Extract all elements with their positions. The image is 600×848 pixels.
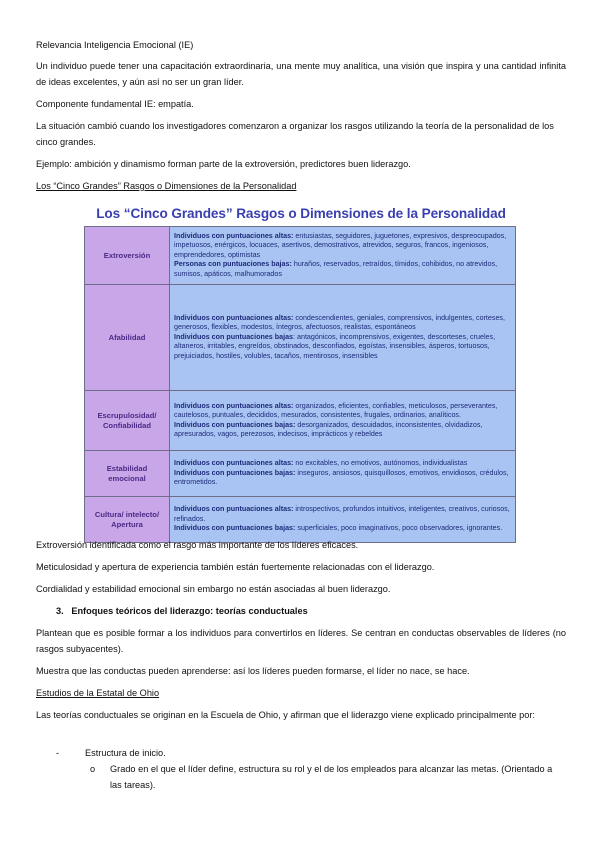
high-label: Individuos con puntuaciones altas: — [174, 231, 294, 240]
figure-title: Los “Cinco Grandes” Rasgos o Dimensiones de la Personalidad — [96, 206, 506, 221]
table-row — [85, 227, 516, 285]
paragraph-empatia: Componente fundamental IE: empatía. — [36, 99, 194, 109]
low-label: Individuos con puntuaciones bajas: — [174, 420, 296, 429]
low-label: Individuos con puntuaciones bajas: — [174, 468, 296, 477]
paragraph-ejemplo: Ejemplo: ambición y dinamismo forman parte de la extroversión, predictores buen liderazgo. — [36, 159, 411, 169]
high-label: Individuos con puntuaciones altas: — [174, 505, 294, 514]
paragraph-cordialidad: Cordialidad y estabilidad emocional sin embargo no están asociadas al buen liderazgo. — [36, 584, 391, 594]
low-text: : antagónicos, incomprensivos, exigentes, descorteses, crueles, altaneros, irritables, engreídos, obstinados, desconfiados, egoístas, insensibles, ásperos, tortuosos, prejuiciados, hostiles, volubles, tacaños, mentirosos, insensibles — [174, 332, 496, 360]
trait-cell: Extroversión — [85, 227, 170, 285]
paragraph-extroversion: Extroversión identificada como el rasgo más importante de los líderes eficaces. — [36, 540, 359, 550]
description-cell — [170, 227, 516, 285]
table-row — [85, 285, 516, 391]
section-heading-3: 3. Enfoques teóricos del liderazgo: teorías conductuales — [56, 606, 308, 616]
low-text: desorganizados, descuidados, inconsistentes, olvidadizos, apresurados, vagos, perezosos, indecisos, imprácticos y rebeldes — [174, 420, 483, 438]
high-label: Individuos con puntuaciones altas: — [174, 313, 294, 322]
paragraph-capacitacion: Un individuo puede tener una capacitación extraordinaria, una mente muy analítica, una visión que inspira y una cantidad infinita de ideas excelentes, y aún así no ser un gran líder. — [36, 61, 566, 87]
heading-ie: Relevancia Inteligencia Emocional (IE) — [36, 40, 194, 50]
paragraph-cinco-grandes: La situación cambió cuando los investigadores comenzaron a organizar los rasgos utilizando la teoría de la personalidad de los cinco grandes. — [36, 121, 554, 147]
high-text: no excitables, no emotivos, autónomos, individualistas — [293, 459, 468, 468]
trait-cell: Cultura/ intelecto/ Apertura — [85, 497, 170, 543]
high-label: Individuos con puntuaciones altas: — [174, 401, 294, 410]
table-row — [85, 391, 516, 451]
high-text: entusiastas, seguidores, juguetones, expresivos, despreocupados, impetuosos, enérgicos, locuaces, asertivos, demostrativos, atrevidos, seguros, francos, ingeniosos, emprendedores, optimistas — [174, 231, 507, 259]
big-five-table — [84, 226, 516, 543]
link-big-five[interactable]: Los “Cinco Grandes” Rasgos o Dimensiones de la Personalidad — [36, 181, 297, 191]
circle-bullet: o — [90, 764, 96, 774]
low-label: Individuos con puntuaciones bajas — [174, 332, 294, 341]
paragraph-teorias: Las teorías conductuales se originan en la Escuela de Ohio, y afirman que el liderazgo viene explicado principalmente por: — [36, 710, 535, 720]
link-ohio-studies[interactable]: Estudios de la Estatal de Ohio — [36, 688, 160, 698]
low-text: huraños, reservados, retraídos, tímidos, cohibidos, no atrevidos, sumisos, apáticos, malhumorados — [174, 260, 498, 278]
trait-cell: Escrupulosidad/ Confiabilidad — [85, 391, 170, 451]
sub-list-item: Grado en el que el líder define, estructura su rol y el de los empleados para alcanzar las metas. (Orientado a las tareas). — [110, 764, 553, 790]
paragraph-plantean: Plantean que es posible formar a los individuos para convertirlos en líderes. Se centran en conductas observables de líderes (no rasgos subyacentes). — [36, 628, 566, 654]
paragraph-meticulosidad: Meticulosidad y apertura de experiencia también están fuertemente relacionadas con el liderazgo. — [36, 562, 435, 572]
table-row — [85, 451, 516, 497]
table-row — [85, 497, 516, 543]
high-text: condescendientes, geniales, comprensivos, indulgentes, corteses, generosos, flexibles, modestos, íntegros, afectuosos, realistas, espontáneos — [174, 313, 505, 332]
dash-bullet: - — [56, 748, 60, 758]
description-cell — [170, 497, 516, 543]
description-cell — [170, 451, 516, 497]
description-cell — [170, 391, 516, 451]
paragraph-muestra: Muestra que las conductas pueden aprenderse: así los líderes pueden formarse, el líder no nace, se hace. — [36, 666, 470, 676]
low-text: inseguros, ansiosos, quisquillosos, emotivos, envidiosos, crédulos, entrometidos. — [174, 468, 509, 487]
trait-cell: Afabilidad — [85, 285, 170, 391]
description-cell — [170, 285, 516, 391]
low-text: superficiales, poco imaginativos, poco observadores, ignorantes. — [295, 524, 503, 533]
high-label: Individuos con puntuaciones altas: — [174, 459, 294, 468]
high-text: introspectivos, profundos intuitivos, inteligentes, creativos, curiosos, refinados. — [174, 505, 510, 523]
low-label: Personas con puntuaciones bajas: — [174, 260, 292, 269]
trait-cell: Estabilidad emocional — [85, 451, 170, 497]
high-text: organizados, eficientes, confiables, meticulosos, perseverantes, cautelosos, puntuales, decididos, mesurados, consistentes, frugales, ordinarios, analíticos. — [174, 401, 498, 420]
list-item: Estructura de inicio. — [85, 748, 166, 758]
low-label: Individuos con puntuaciones bajas: — [174, 524, 296, 533]
